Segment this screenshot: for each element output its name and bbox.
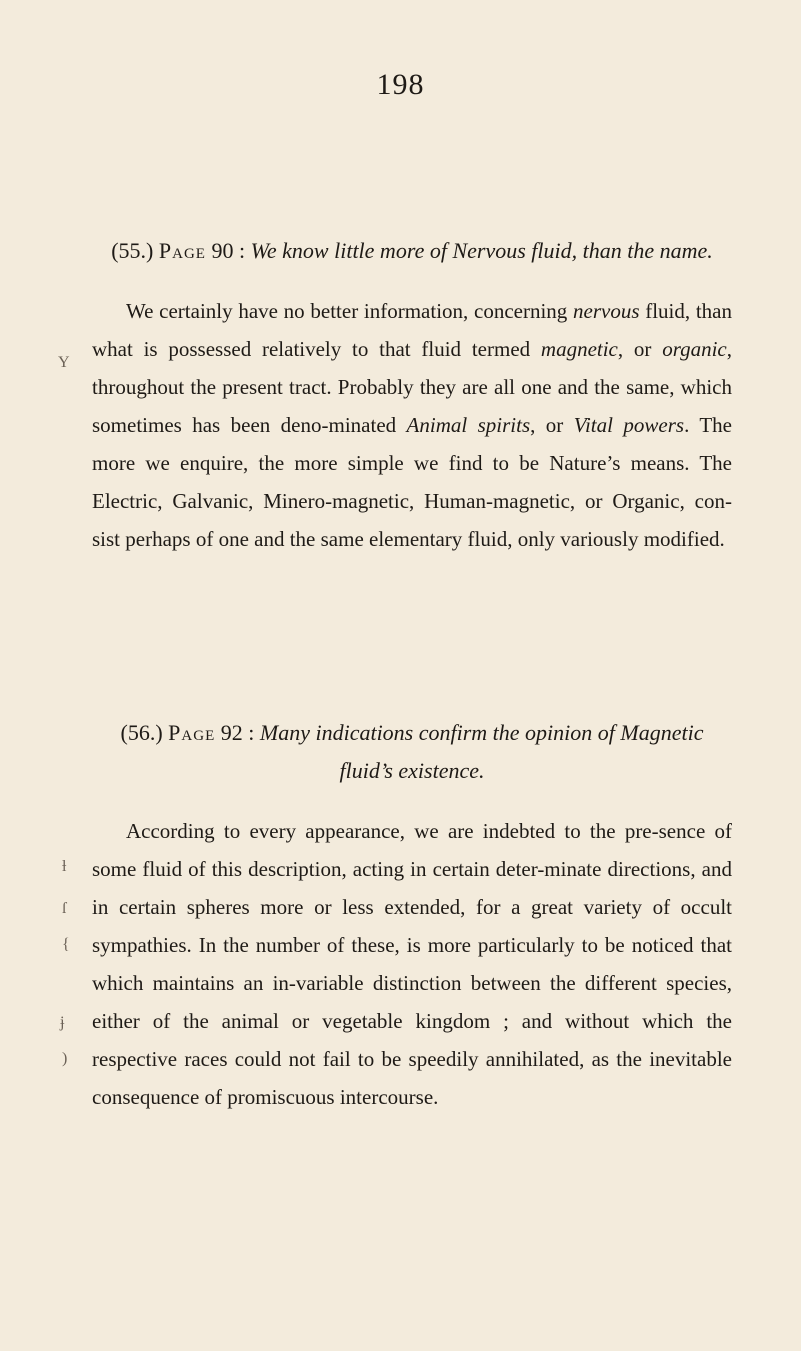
page-reference: 92 : — [220, 720, 255, 745]
page-label: Page — [168, 720, 216, 745]
note-heading — [92, 714, 732, 790]
margin-mark: Y — [58, 354, 70, 371]
body-text: We certainly have no better information, concerning — [126, 299, 573, 323]
heading-quote: Many indications confirm the opinion of Magnetic fluid’s existence. — [259, 720, 704, 783]
body-text: , or — [530, 413, 574, 437]
italic-term: nervous — [573, 299, 640, 323]
note-body — [92, 292, 732, 558]
italic-term: Vital powers — [573, 413, 685, 437]
note-body — [92, 812, 732, 1116]
page-label: Page — [158, 238, 206, 263]
heading-quote: We know little more of Nervous fluid, than the name. — [250, 238, 713, 263]
margin-mark: { — [62, 936, 70, 953]
margin-mark: ) — [62, 1050, 68, 1067]
body-text: According to every appearance, we are indebted to the pre-sence of some fluid of this description, acting in certain deter-minate directions, and in certain spheres more or less extended, for a great variety of occult sympathies. In the number of these, is more particularly to be noticed that which maintains an in-variable distinction between the different species, either of the animal or vegetable kingdom ; and without which the respective races could not fail to be speedily annihilated, as the inevitable consequence of promiscuous intercourse. — [92, 819, 732, 1109]
page-reference: 90 : — [211, 238, 246, 263]
italic-term: Animal spirits — [406, 413, 531, 437]
italic-term: magnetic — [540, 337, 618, 361]
note-number: (56.) — [120, 720, 163, 745]
margin-mark: ƚ — [62, 858, 67, 875]
margin-mark: ɉ — [60, 1014, 65, 1031]
note-55 — [92, 232, 732, 558]
body-text: . The more we enquire, the more simple we find to be Nature’s means. The Electric, Galvanic, Minero-magnetic, Human-magnetic, or Organic, con-sist perhaps of one and the same elementary fluid, only variously modified. — [92, 413, 732, 551]
page-number: 198 — [376, 68, 425, 101]
italic-term: organic — [662, 337, 727, 361]
note-heading — [92, 232, 732, 270]
body-text: , or — [617, 337, 663, 361]
body-text: , throughout the present tract. Probably they are all one and the same, which sometimes has been deno-minated — [92, 337, 732, 437]
margin-mark: ſ — [62, 900, 67, 917]
note-56 — [92, 714, 732, 1116]
body-text: fluid, than what is possessed relatively to that fluid termed — [92, 299, 732, 361]
note-number: (55.) — [111, 238, 154, 263]
